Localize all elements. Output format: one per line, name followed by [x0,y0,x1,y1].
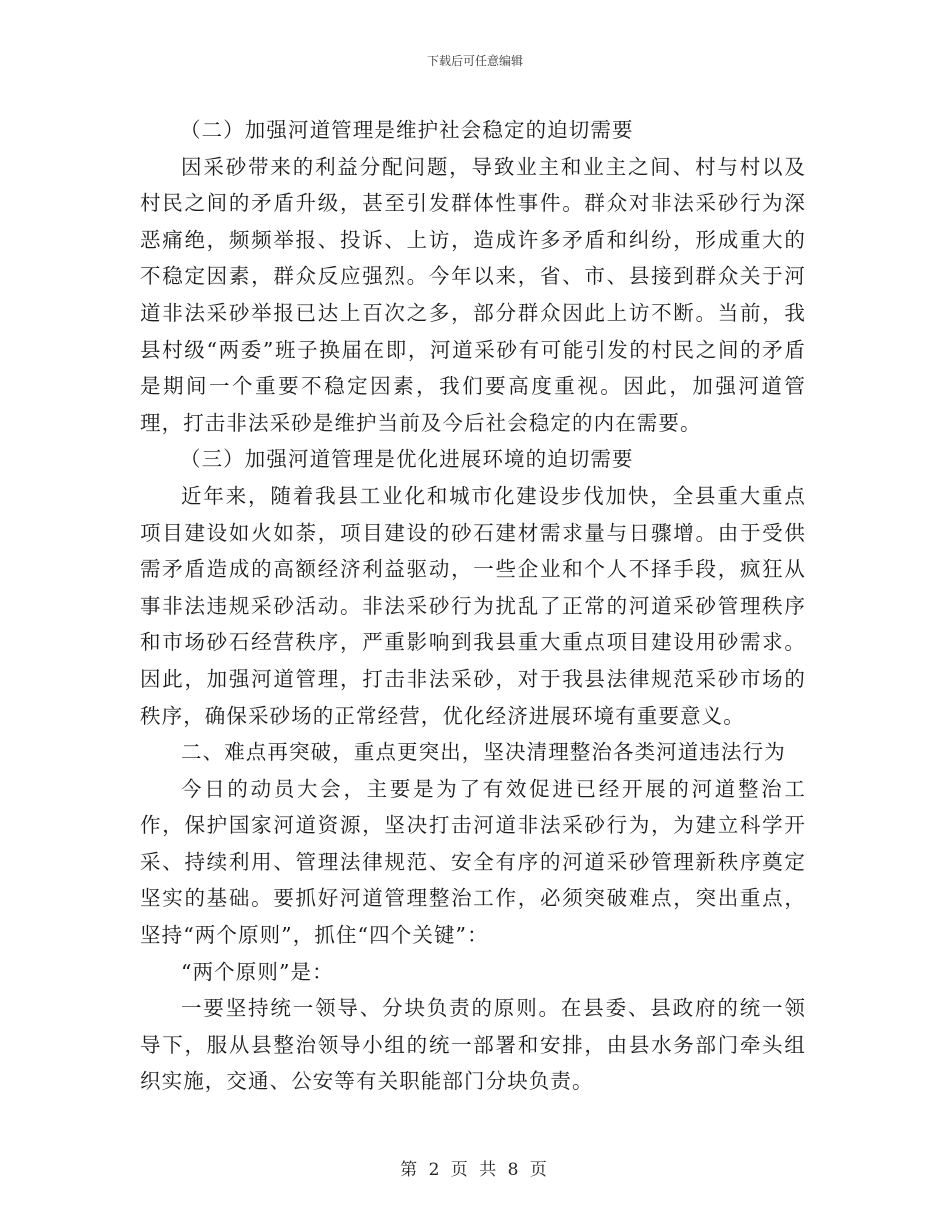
paragraph-two-principles: “两个原则”是： [181,959,334,984]
document-body [140,112,806,1100]
paragraph-mobilization: 今日的动员大会，主要是为了有效促进已经开展的河道整治工作，保护国家河道资源，坚决打击河道非法采砂行为，为建立科学开采、持续利用、管理法律规范、安全有序的河道采砂管理新秩序奠定坚实的基础。要抓好河道管理整治工作，必须突破难点，突出重点，坚持“两个原则”，抓住“四个关键”： [140,776,806,948]
paragraph-social-stability: 因采砂带来的利益分配问题，导致业主和业主之间、村与村以及村民之间的矛盾升级，甚至引发群体性事件。群众对非法采砂行为深恶痛绝，频频举报、投诉、上访，造成许多矛盾和纠纷，形成重大的不稳定因素，群众反应强烈。今年以来，省、市、县接到群众关于河道非法采砂举报已达上百次之多，部分群众因此上访不断。当前，我县村级“两委”班子换届在即，河道采砂有可能引发的村民之间的矛盾是期间一个重要不稳定因素，我们要高度重视。因此，加强河道管理，打击非法采砂是维护当前及今后社会稳定的内在需要。 [140,154,806,435]
section-heading-3: （三）加强河道管理是优化进展环境的迫切需要 [179,447,634,472]
section-heading-2: （二）加强河道管理是维护社会稳定的迫切需要 [179,118,634,142]
page-number: 第 2 页 共 8 页 [400,1160,550,1180]
paragraph-environment: 近年来，随着我县工业化和城市化建设步伐加快，全县重大重点项目建设如火如荼，项目建设的砂石建材需求量与日骤增。由于受供需矛盾造成的高额经济利益驱动，一些企业和个人不择手段，疯狂从事非法违规采砂活动。非法采砂行为扰乱了正常的河道采砂管理秩序和市场砂石经营秩序，严重影响到我县重大重点项目建设用砂需求。因此，加强河道管理，打击非法采砂，对于我县法律规范采砂市场的秩序，确保采砂场的正常经营，优化经济进展环境有重要意义。 [140,483,806,728]
section-heading-part-two: 二、难点再突破，重点更突出，坚决清理整治各类河道违法行为 [181,740,786,765]
paragraph-principle-one: 一要坚持统一领导、分块负责的原则。在县委、县政府的统一领导下，服从县整治领导小组的统一部署和安排，由县水务部门牵头组织实施，交通、公安等有关职能部门分块负责。 [140,996,806,1094]
page-header-note: 下载后可任意编辑 [426,54,523,68]
